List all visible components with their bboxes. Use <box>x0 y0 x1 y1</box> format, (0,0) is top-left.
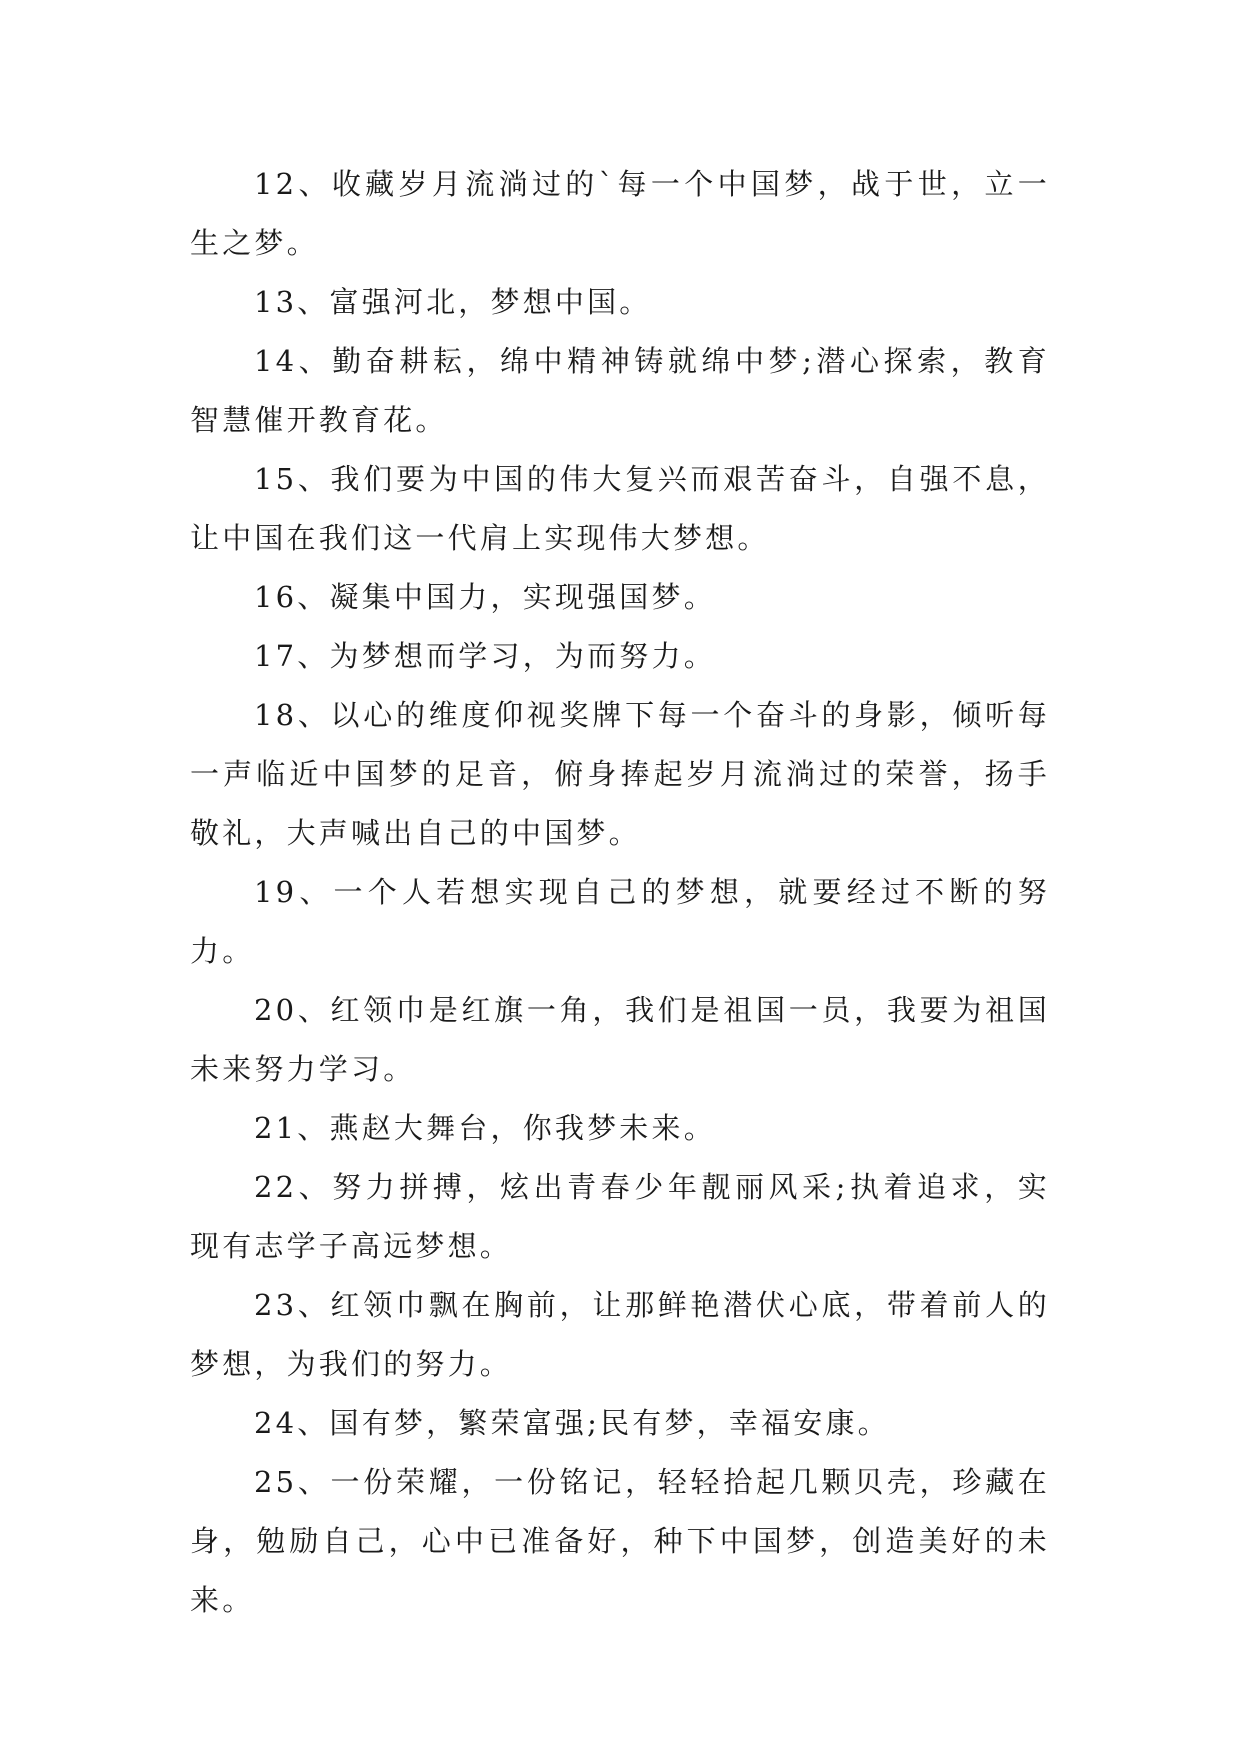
document-body <box>190 155 1050 1630</box>
paragraph-item-23: 23、红领巾飘在胸前，让那鲜艳潜伏心底，带着前人的梦想，为我们的努力。 <box>190 1288 1050 1381</box>
paragraph-item-12: 12、收藏岁月流淌过的`每一个中国梦，战于世，立一生之梦。 <box>190 167 1050 260</box>
paragraph-item-20: 20、红领巾是红旗一角，我们是祖国一员，我要为祖国未来努力学习。 <box>190 993 1050 1086</box>
paragraph-item-15: 15、我们要为中国的伟大复兴而艰苦奋斗，自强不息，让中国在我们这一代肩上实现伟大梦想。 <box>190 462 1050 555</box>
paragraph-item-13: 13、富强河北，梦想中国。 <box>254 285 652 319</box>
paragraph-item-24: 24、国有梦，繁荣富强;民有梦，幸福安康。 <box>254 1406 890 1440</box>
paragraph-item-16: 16、凝集中国力，实现强国梦。 <box>254 580 716 614</box>
paragraph-item-14: 14、勤奋耕耘，绵中精神铸就绵中梦;潜心探索，教育智慧催开教育花。 <box>190 344 1050 437</box>
paragraph-item-17: 17、为梦想而学习，为而努力。 <box>254 639 716 673</box>
paragraph-item-18: 18、以心的维度仰视奖牌下每一个奋斗的身影，倾听每一声临近中国梦的足音，俯身捧起岁月流淌过的荣誉，扬手敬礼，大声喊出自己的中国梦。 <box>190 698 1050 850</box>
paragraph-item-22: 22、努力拼搏，炫出青春少年靓丽风采;执着追求，实现有志学子高远梦想。 <box>190 1170 1050 1263</box>
paragraph-item-19: 19、一个人若想实现自己的梦想，就要经过不断的努力。 <box>190 875 1050 968</box>
paragraph-item-21: 21、燕赵大舞台，你我梦未来。 <box>254 1111 716 1145</box>
paragraph-item-25: 25、一份荣耀，一份铭记，轻轻拾起几颗贝壳，珍藏在身，勉励自己，心中已准备好，种下中国梦，创造美好的未来。 <box>190 1465 1050 1617</box>
